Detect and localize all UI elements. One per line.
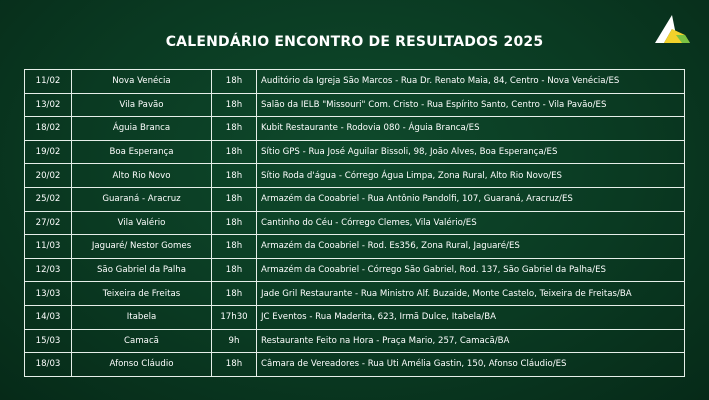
event-city: São Gabriel da Palha xyxy=(72,258,212,282)
event-date: 18/03 xyxy=(25,353,72,377)
event-city: Nova Venécia xyxy=(72,70,212,94)
event-venue: Sítio Roda d'água - Córrego Água Limpa, Zona Rural, Alto Rio Novo/ES xyxy=(257,164,685,188)
table-row xyxy=(25,235,685,259)
event-venue: Kubit Restaurante - Rodovia 080 - Águia Branca/ES xyxy=(257,117,685,141)
table-row xyxy=(25,329,685,353)
event-time: 18h xyxy=(212,282,257,306)
event-date: 13/02 xyxy=(25,93,72,117)
event-date: 13/03 xyxy=(25,282,72,306)
event-time: 18h xyxy=(212,117,257,141)
event-time: 18h xyxy=(212,70,257,94)
table-row xyxy=(25,93,685,117)
table-row xyxy=(25,117,685,141)
table-row xyxy=(25,305,685,329)
event-date: 20/02 xyxy=(25,164,72,188)
triangle-logo-icon xyxy=(652,13,692,45)
event-venue: Sítio GPS - Rua José Aguilar Bissoli, 98, João Alves, Boa Esperança/ES xyxy=(257,140,685,164)
event-venue: Armazém da Cooabriel - Rod. Es356, Zona Rural, Jaguaré/ES xyxy=(257,235,685,259)
event-venue: Armazém da Cooabriel - Rua Antônio Pandolfi, 107, Guaraná, Aracruz/ES xyxy=(257,187,685,211)
event-city: Jaguaré/ Nestor Gomes xyxy=(72,235,212,259)
event-time: 18h xyxy=(212,211,257,235)
event-date: 11/03 xyxy=(25,235,72,259)
event-city: Afonso Cláudio xyxy=(72,353,212,377)
table-row xyxy=(25,211,685,235)
event-date: 19/02 xyxy=(25,140,72,164)
table-row xyxy=(25,353,685,377)
event-date: 18/02 xyxy=(25,117,72,141)
event-city: Vila Valério xyxy=(72,211,212,235)
event-time: 18h xyxy=(212,258,257,282)
event-city: Itabela xyxy=(72,305,212,329)
event-venue: Restaurante Feito na Hora - Praça Mario, 257, Camacã/BA xyxy=(257,329,685,353)
event-venue: Câmara de Vereadores - Rua Uti Amélia Gastin, 150, Afonso Cláudio/ES xyxy=(257,353,685,377)
event-venue: Armazém da Cooabriel - Córrego São Gabriel, Rod. 137, São Gabriel da Palha/ES xyxy=(257,258,685,282)
event-venue: Cantinho do Céu - Córrego Clemes, Vila Valério/ES xyxy=(257,211,685,235)
page-title: CALENDÁRIO ENCONTRO DE RESULTADOS 2025 xyxy=(165,34,544,50)
table-row xyxy=(25,258,685,282)
event-date: 27/02 xyxy=(25,211,72,235)
event-date: 12/03 xyxy=(25,258,72,282)
event-time: 18h xyxy=(212,235,257,259)
event-time: 18h xyxy=(212,164,257,188)
event-city: Camacã xyxy=(72,329,212,353)
event-time: 17h30 xyxy=(212,305,257,329)
event-city: Guaraná - Aracruz xyxy=(72,187,212,211)
event-time: 18h xyxy=(212,140,257,164)
table-row xyxy=(25,164,685,188)
event-city: Boa Esperança xyxy=(72,140,212,164)
event-venue: JC Eventos - Rua Maderita, 623, Irmã Dulce, Itabela/BA xyxy=(257,305,685,329)
event-venue: Auditório da Igreja São Marcos - Rua Dr. Renato Maia, 84, Centro - Nova Venécia/ES xyxy=(257,70,685,94)
event-venue: Jade Gril Restaurante - Rua Ministro Alf. Buzaide, Monte Castelo, Teixeira de Freitas/BA xyxy=(257,282,685,306)
table-row xyxy=(25,140,685,164)
table-row xyxy=(25,70,685,94)
table-row xyxy=(25,282,685,306)
event-city: Teixeira de Freitas xyxy=(72,282,212,306)
event-time: 18h xyxy=(212,353,257,377)
event-date: 11/02 xyxy=(25,70,72,94)
event-date: 15/03 xyxy=(25,329,72,353)
event-city: Vila Pavão xyxy=(72,93,212,117)
table-row xyxy=(25,187,685,211)
event-city: Alto Rio Novo xyxy=(72,164,212,188)
event-city: Águia Branca xyxy=(72,117,212,141)
event-date: 14/03 xyxy=(25,305,72,329)
event-time: 18h xyxy=(212,187,257,211)
event-date: 25/02 xyxy=(25,187,72,211)
events-table xyxy=(24,69,685,377)
event-time: 18h xyxy=(212,93,257,117)
event-time: 9h xyxy=(212,329,257,353)
event-venue: Salão da IELB "Missouri" Com. Cristo - Rua Espírito Santo, Centro - Vila Pavão/ES xyxy=(257,93,685,117)
